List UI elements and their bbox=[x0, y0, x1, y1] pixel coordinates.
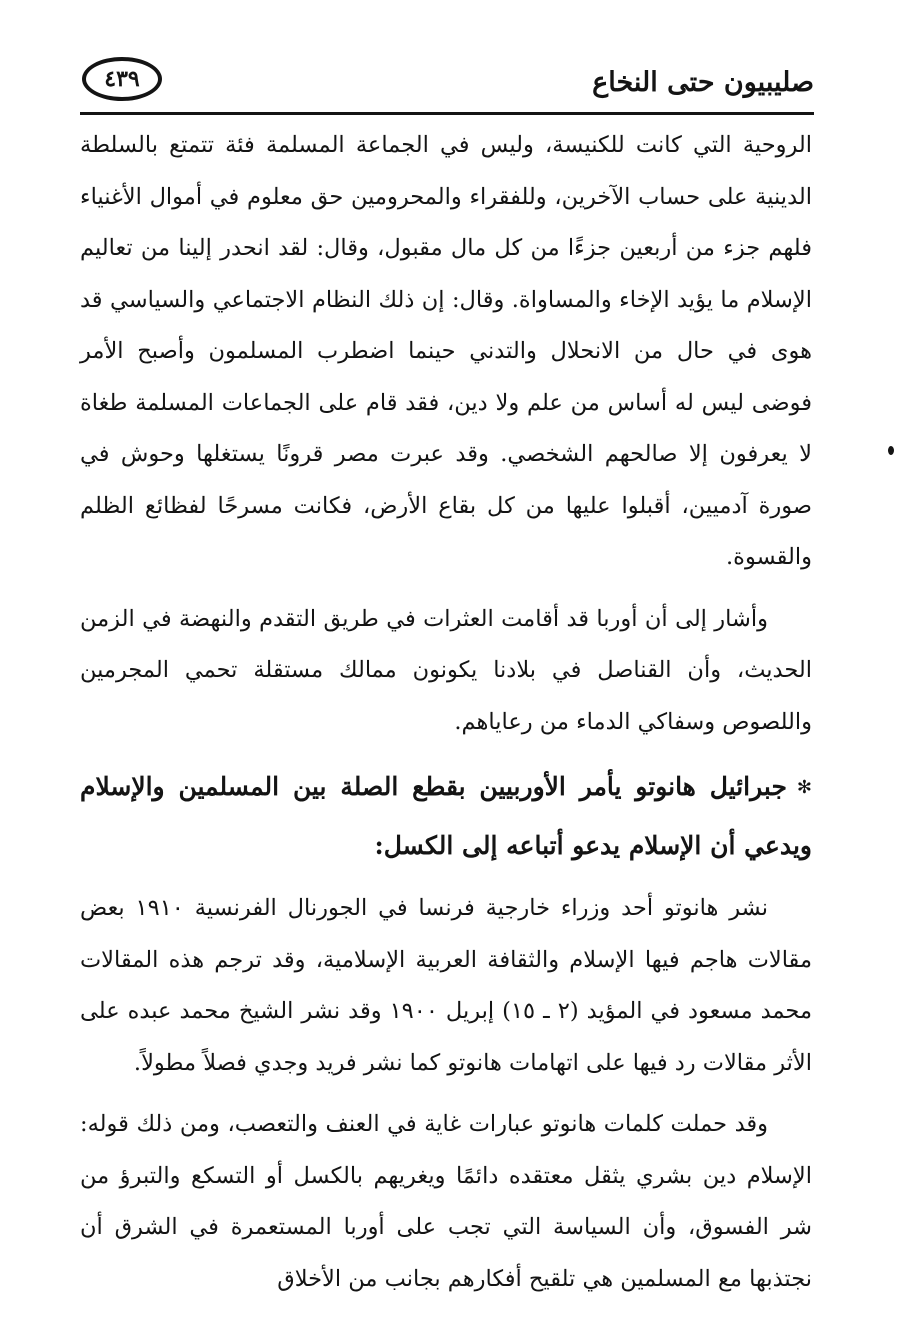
page-header bbox=[78, 52, 814, 116]
page-number: ٤٣٩ bbox=[104, 66, 140, 92]
section-heading-text: جبرائيل هانوتو يأمر الأوربيين بقطع الصلة بين المسلمين والإسلام ويدعي أن الإسلام يدعو أتباعه إلى الكسل: bbox=[80, 772, 812, 860]
paragraph-1: الروحية التي كانت للكنيسة، وليس في الجماعة المسلمة فئة تتمتع بالسلطة الدينية على حساب الآخرين، وللفقراء والمحرومين حق معلوم في أموال الأغنياء فلهم جزء من أربعين جزءًا من كل مال مقبول، وقال: لقد انحدر إلينا من تعاليم الإسلام ما يؤيد الإخاء والمساواة. وقال: إن ذلك النظام الاجتماعي والسياسي قد هوى في حال من الانحلال والتدني حينما اضطرب المسلمون وأصبح الأمر فوضى ليس له أساس من علم ولا دين، فقد قام على الجماعات المسلمة طغاة لا يعرفون إلا صالحهم الشخصي. وقد عبرت مصر قرونًا يستغلها وحوش في صورة آدميين، أقبلوا عليها من كل بقاع الأرض، فكانت مسرحًا لفظائع الظلم والقسوة. bbox=[80, 132, 812, 570]
header-rule bbox=[80, 112, 814, 115]
paragraph-3: نشر هانوتو أحد وزراء خارجية فرنسا في الجورنال الفرنسية ١٩١٠ بعض مقالات هاجم فيها الإسلام والثقافة العربية الإسلامية، وقد ترجم هذه المقالات محمد مسعود في المؤيد (٢ ـ ١٥) إبريل ١٩٠٠ وقد نشر الشيخ محمد عبده على الأثر مقالات رد فيها على اتهامات هانوتو كما نشر فريد وجدي فصلاً مطولاً. bbox=[80, 895, 812, 1076]
paragraph-4: وقد حملت كلمات هانوتو عبارات غاية في العنف والتعصب، ومن ذلك قوله: الإسلام دين بشري يثقل معتقده دائمًا ويغريهم بالكسل أو التسكع والتبرؤ من شر الفسوق، وأن السياسة التي تجب على أوربا المستعمرة في الشرق أن نجتذبها مع المسلمين هي تلقيح أفكارهم بجانب من الأخلاق bbox=[80, 1111, 812, 1292]
paragraph-2: وأشار إلى أن أوربا قد أقامت العثرات في طريق التقدم والنهضة في الزمن الحديث، وأن القناصل في بلادنا يكونون ممالك مستقلة تحمي المجرمين واللصوص وسفاكي الدماء من رعاياهم. bbox=[80, 605, 812, 735]
star-icon: ✻ bbox=[796, 777, 812, 798]
running-title: صليبيون حتى النخاع bbox=[592, 67, 814, 98]
body-text bbox=[80, 120, 812, 1305]
margin-dot bbox=[888, 446, 894, 455]
section-heading bbox=[80, 758, 812, 875]
page-number-oval bbox=[82, 57, 162, 101]
